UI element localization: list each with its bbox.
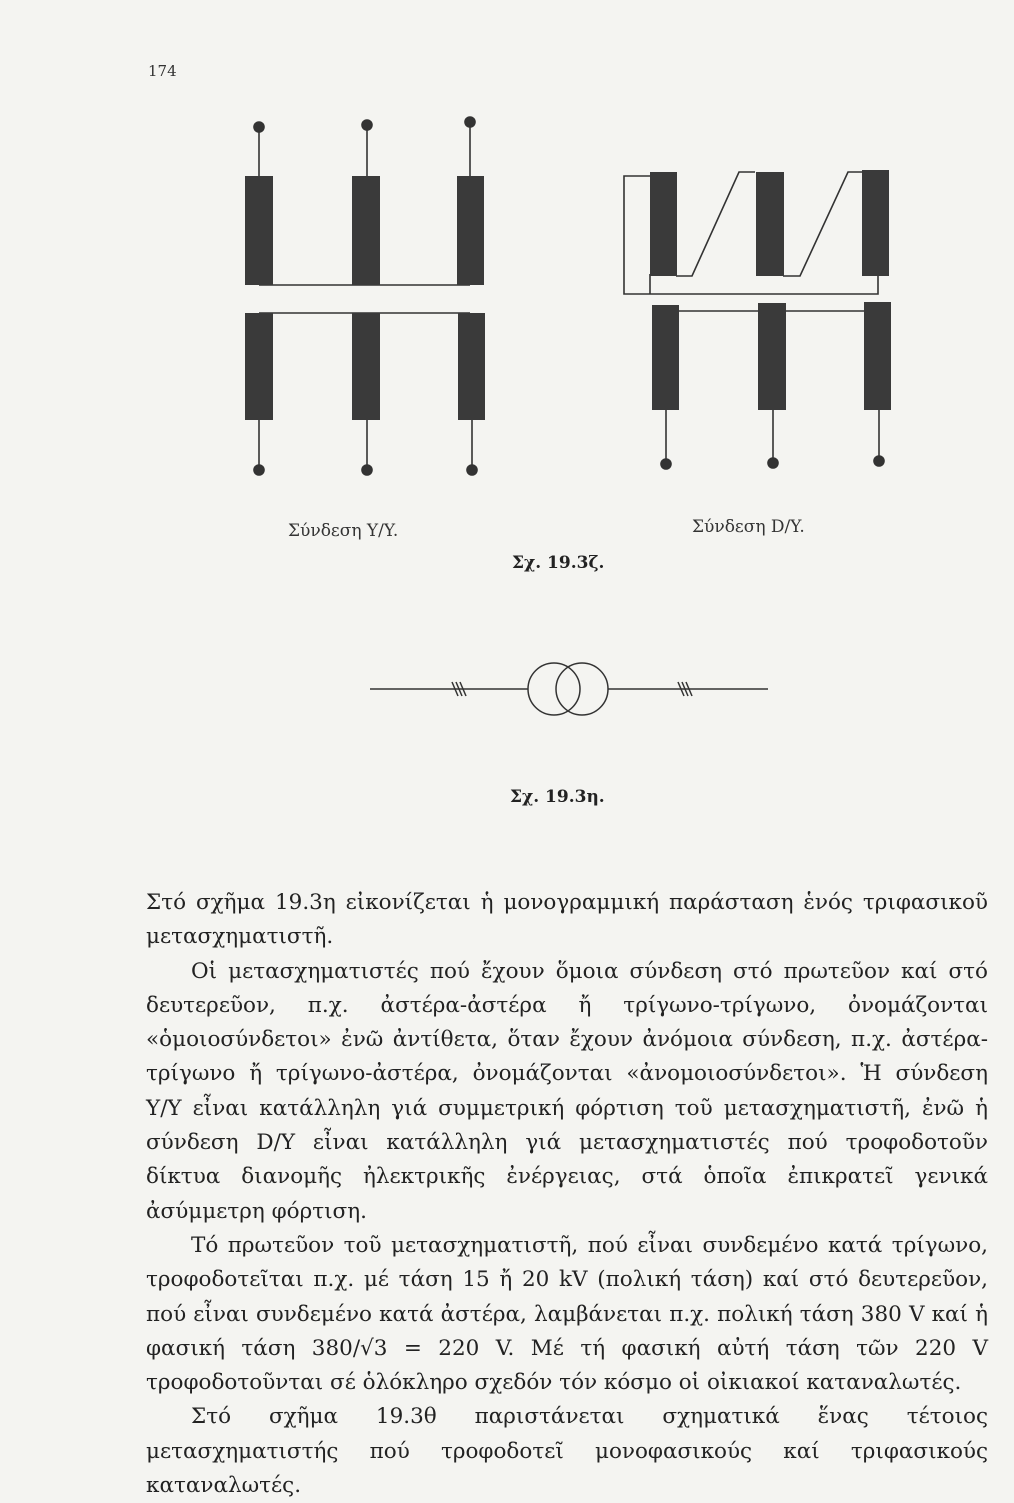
- paragraph-3: Τό πρωτεῦον τοῦ μετασχηματιστῆ, πού εἶναι συνδεμένο κατά τρίγωνο, τροφοδοτεῖται π.χ. μέ τάση 15 ἤ 20 kV (πολική τάση) καί στό δευτερεῦον, πού εἶναι συνδεμένο κατά ἀστέρα, λαμβάνεται π.χ. πολική τάση 380 V καί ἡ φασική τάση 380/√3 = 220 V. Μέ τή φασική αὐτή τάση τῶν 220 V τροφοδοτοῦνται σέ ὁλόκληρο σχεδόν τόν κόσμο οἱ οἰκιακοί καταναλωτές.: [146, 1232, 988, 1396]
- yy-primary-winding-2: [352, 176, 380, 285]
- paragraph-4: Στό σχῆμα 19.3θ παριστάνεται σχηματικά ἕνας τέτοιος μετασχηματιστής πού τροφοδοτεῖ μονοφασικούς καί τριφασικούς καταναλωτές.: [146, 1404, 988, 1499]
- yy-secondary-winding-2: [352, 313, 380, 420]
- dy-primary-winding-1: [650, 172, 677, 276]
- dy-secondary-terminal-1: [661, 459, 671, 469]
- dy-primary-winding-2: [756, 172, 784, 276]
- single-line-transformer-symbol: [370, 663, 768, 715]
- secondary-winding-circle: [556, 663, 608, 715]
- primary-winding-circle: [528, 663, 580, 715]
- dy-secondary-winding-3: [864, 302, 891, 410]
- page-number: 174: [148, 62, 177, 80]
- dy-secondary-winding-2: [758, 303, 786, 410]
- dy-caption: Σύνδεση D/Y.: [692, 517, 805, 537]
- dy-windings: [650, 170, 891, 410]
- dy-secondary-terminal-2: [768, 458, 778, 468]
- yy-secondary-winding-3: [458, 313, 485, 420]
- paragraph-2: Οἱ μετασχηματιστές πού ἔχουν ὅμοια σύνδεση στό πρωτεῦον καί στό δευτερεῦον, π.χ. ἀστέρα-ἀστέρα ἤ τρίγωνο-τρίγωνο, ὀνομάζονται «ὁμοιοσύνδετοι» ἐνῶ ἀντίθετα, ὅταν ἔχουν ἀνόμοια σύνδεση, π.χ. ἀστέρα-τρίγωνο ἤ τρίγωνο-ἀστέρα, ὀνομάζονται «ἀνομοιοσύνδετοι». Ἡ σύνδεση Y/Y εἶναι κατάλληλη γιά συμμετρική φόρτιση τοῦ μετασχηματιστῆ, ἐνῶ ἡ σύνδεση D/Y εἶναι κατάλληλη γιά μετασχηματιστές πού τροφοδοτοῦν δίκτυα διανομῆς ἠλεκτρικῆς ἐνέργειας, στά ὁποῖα ἐπικρατεῖ γενικά ἀσύμμετρη φόρτιση.: [146, 958, 988, 1224]
- yy-secondary-terminal-1: [254, 465, 264, 475]
- dy-secondary-terminal-3: [874, 456, 884, 466]
- dy-secondary-winding-1: [652, 305, 679, 410]
- yy-caption: Σύνδεση Y/Y.: [288, 521, 399, 541]
- paragraph-1: Στό σχῆμα 19.3η εἰκονίζεται ἡ μονογραμμική παράσταση ἑνός τριφασικοῦ μετασχηματιστῆ.: [146, 890, 988, 950]
- body-text: [146, 886, 988, 1503]
- yy-secondary-winding-1: [245, 313, 273, 420]
- yy-connection-diagram: [254, 117, 477, 475]
- yy-windings: [245, 176, 485, 420]
- dy-primary-winding-3: [862, 170, 889, 276]
- yy-secondary-terminal-2: [362, 465, 372, 475]
- figure-19-3z-label: Σχ. 19.3ζ.: [512, 553, 605, 573]
- figure-19-3h-label: Σχ. 19.3η.: [510, 787, 605, 807]
- yy-primary-winding-1: [245, 176, 273, 285]
- yy-primary-winding-3: [457, 176, 484, 285]
- yy-secondary-terminal-3: [467, 465, 477, 475]
